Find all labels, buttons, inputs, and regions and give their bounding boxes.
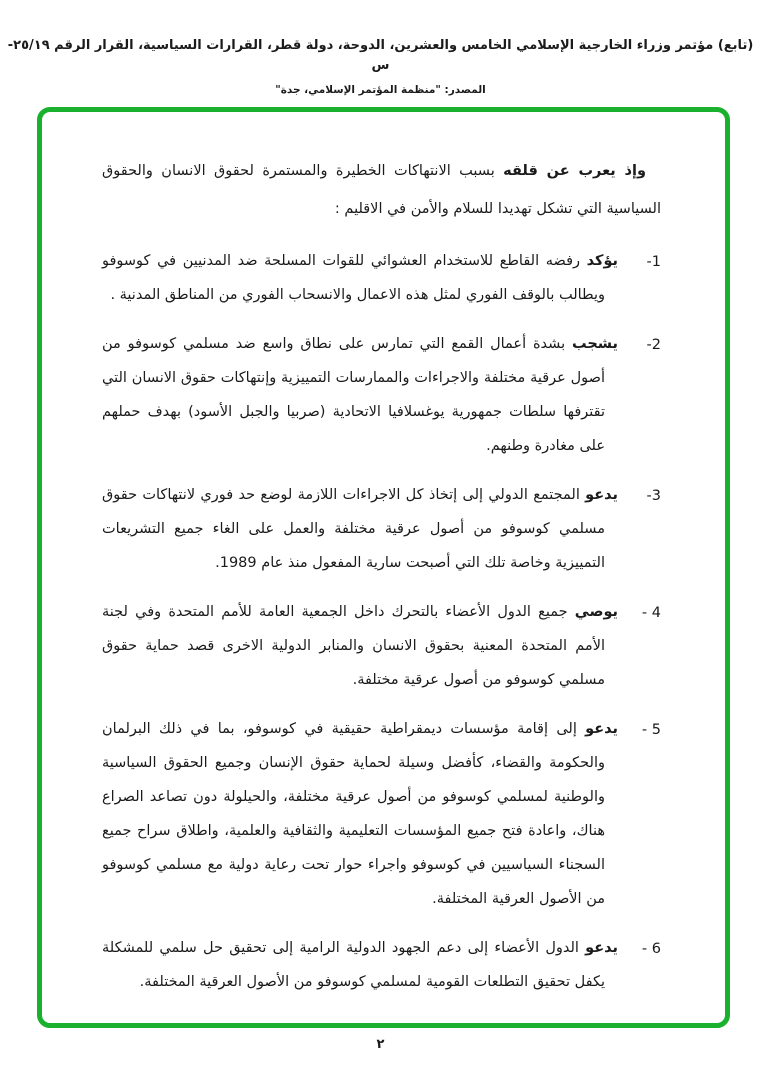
list-item-1 (102, 244, 661, 312)
preamble-bold-phrase: وإذ يعرب عن قلقه (503, 163, 646, 179)
list-item-2 (102, 327, 661, 463)
item-verb-3: يدعو (585, 487, 618, 503)
item-body-6: الدول الأعضاء إلى دعم الجهود الدولية الرامية إلى تحقيق حل سلمي للمشكلة يكفل تحقيق التطلعات القومية لمسلمي كوسوفو من الأصول العرقية المختلفة. (102, 940, 605, 990)
page-number: ٢ (376, 1037, 385, 1052)
green-border-frame (37, 107, 730, 1028)
item-number-5: - 5 (641, 722, 661, 738)
item-number-2: -2 (646, 337, 661, 353)
item-number-4: - 4 (641, 605, 661, 621)
item-text-6 (102, 931, 618, 999)
item-body-3: المجتمع الدولي إلى إتخاذ كل الاجراءات اللازمة لوضع حد فوري لانتهاكات حقوق مسلمي كوسوفو من أصول عرقية مختلفة والعمل على الغاء جميع التشريعات التمييزية وخاصة تلك التي أصبحت سارية المفعول منذ عام 1989. (102, 487, 605, 571)
item-text-5 (102, 712, 618, 916)
item-body-4: جميع الدول الأعضاء بالتحرك داخل الجمعية العامة للأمم المتحدة وفي لجنة الأمم المتحدة المعنية بحقوق الانسان والمنابر الدولية الاخرى قصد حماية حقوق مسلمي كوسوفو من أصول عرقية مختلفة. (102, 604, 605, 688)
item-body-5: إلى إقامة مؤسسات ديمقراطية حقيقية في كوسوفو، بما في ذلك البرلمان والحكومة والقضاء، كأفضل وسيلة لحماية حقوق الإنسان وجميع الحقوق السياسية والوطنية لمسلمي كوسوفو من أصول عرقية مختلفة، والحيلولة دون تصاعد الصراع هناك، واعادة فتح جميع المؤسسات التعليمية والثقافية والعلمية، واطلاق سراح جميع السجناء السياسيين في كوسوفو واجراء حوار تحت رعاية دولية مع مسلمي كوسوفو من الأصول العرقية المختلفة. (102, 721, 605, 907)
item-body-2: بشدة أعمال القمع التي تمارس على نطاق واسع ضد مسلمي كوسوفو من أصول عرقية مختلفة والاجراءات والممارسات التمييزية وإنتهاكات حقوق الانسان التي تقترفها سلطات جمهورية يوغسلافيا الاتحادية (صربيا والجبل الأسود) بهدف حملهم على مغادرة وطنهم. (102, 336, 605, 454)
item-number-3: -3 (646, 488, 661, 504)
item-body-1: رفضه القاطع للاستخدام العشوائي للقوات المسلحة ضد المدنيين في كوسوفو ويطالب بالوقف الفوري لمثل هذه الاعمال والانسحاب الفوري من المناطق المدنية . (102, 253, 605, 303)
item-verb-6: يدعو (585, 940, 618, 956)
document-header (0, 0, 761, 96)
item-verb-5: يدعو (585, 721, 618, 737)
list-item-5 (102, 712, 661, 916)
list-item-6 (102, 931, 661, 999)
list-item-3 (102, 478, 661, 580)
item-verb-4: يوصي (574, 604, 618, 620)
item-verb-1: يؤكد (586, 253, 618, 269)
document-title: (تابع) مؤتمر وزراء الخارجية الإسلامي الخامس والعشرين، الدوحة، دولة قطر، القرارات السياسية، القرار الرقم ٢٥/١٩-س (7, 38, 754, 73)
item-number-1: -1 (646, 254, 661, 270)
preamble-paragraph (102, 152, 661, 228)
preamble-text: بسبب الانتهاكات الخطيرة والمستمرة لحقوق الانسان والحقوق السياسية التي تشكل تهديدا للسلام والأمن في الاقليم : (102, 163, 661, 217)
document-source-line: المصدر: "منظمة المؤتمر الإسلامي، جدة" (275, 84, 486, 96)
item-text-2 (102, 327, 618, 463)
list-item-4 (102, 595, 661, 697)
item-text-1 (102, 244, 618, 312)
item-text-3 (102, 478, 618, 580)
item-verb-2: يشجب (572, 336, 618, 352)
item-text-4 (102, 595, 618, 697)
item-number-6: - 6 (641, 941, 661, 957)
resolution-body (42, 112, 725, 1023)
